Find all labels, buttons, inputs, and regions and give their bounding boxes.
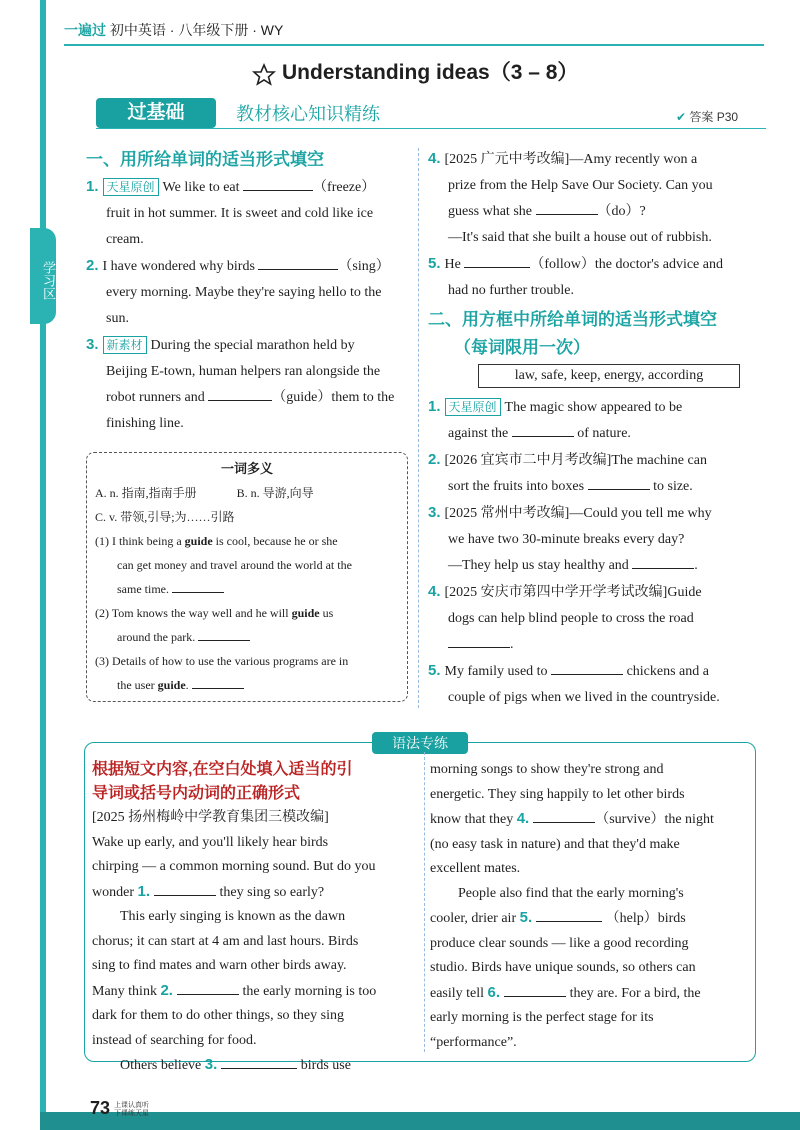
answer-blank[interactable] xyxy=(243,176,313,191)
text: We like to eat xyxy=(162,180,240,195)
answer-blank[interactable] xyxy=(588,475,650,490)
passage-line: dark for them to do other things, so they sing xyxy=(92,1008,344,1023)
banner-subtitle: 教材核心知识精练 xyxy=(236,104,380,124)
passage-line: chorus; it can start at 4 am and last hours. Birds xyxy=(92,933,359,949)
text: sun. xyxy=(106,311,129,326)
footer-note-2: 下课练天星 xyxy=(114,1110,149,1117)
banner-rule xyxy=(96,128,766,129)
passage-line: chirping — a common morning sound. But do you xyxy=(92,859,376,874)
hint: （freeze） xyxy=(313,180,376,195)
passage-line: excellent mates. xyxy=(430,861,521,876)
passage-text: （help）birds xyxy=(605,911,686,926)
passage-line: energetic. They sing happily to let other birds xyxy=(430,786,685,802)
question-r4 xyxy=(428,579,764,658)
hint: （follow）the doctor's advice and xyxy=(530,257,723,272)
text: I have wondered why birds xyxy=(102,259,255,274)
blank-number: 1. xyxy=(137,882,151,900)
meaning-b: B. n. 导游,向导 xyxy=(236,486,314,500)
text: of nature. xyxy=(577,426,631,441)
passage-text: wonder xyxy=(92,884,134,900)
answer-blank[interactable] xyxy=(172,578,224,593)
grammar-right xyxy=(430,758,748,1055)
text: [2026 宜宾市二中月考改编]The machine can xyxy=(444,453,707,468)
top-rule xyxy=(64,44,764,46)
passage-text: the early morning is too xyxy=(242,983,377,999)
text: had no further trouble. xyxy=(448,283,574,298)
question-number: 1. xyxy=(428,398,441,415)
question-5 xyxy=(428,251,764,304)
question-1 xyxy=(86,174,416,253)
question-2 xyxy=(86,253,416,332)
left-column xyxy=(86,146,416,437)
blank-number: 4. xyxy=(516,810,530,827)
text: robot runners and xyxy=(106,390,205,405)
passage-text: （survive）the night xyxy=(595,812,714,827)
text: The magic show appeared to be xyxy=(504,400,683,415)
answer-blank[interactable] xyxy=(536,907,602,922)
passage-text: Others believe xyxy=(120,1058,202,1073)
question-tag: 天星原创 xyxy=(103,178,159,196)
binding-strip xyxy=(0,0,40,1130)
passage-text: cooler, drier air xyxy=(430,911,517,926)
answer-blank[interactable] xyxy=(177,980,239,995)
question-tag: 新素材 xyxy=(103,336,147,354)
passage-line: produce clear sounds — like a good recording xyxy=(430,935,689,951)
meaning-c: C. v. 带领,引导;为……引路 xyxy=(95,510,235,524)
passage-text: know that they xyxy=(430,812,514,827)
answer-blank[interactable] xyxy=(221,1054,297,1069)
keyword: guide xyxy=(291,606,320,620)
text: every morning. Maybe they're saying hello to the xyxy=(106,285,382,300)
blank-number: 5. xyxy=(519,909,533,926)
question-number: 3. xyxy=(428,504,441,521)
text: the user xyxy=(117,678,155,692)
question-r1 xyxy=(428,394,764,447)
series: 初中英语 · 八年级下册 · WY xyxy=(109,22,284,38)
question-number: 3. xyxy=(86,336,99,353)
grammar-divider xyxy=(424,752,426,1052)
passage-line: People also find that the early morning's xyxy=(458,885,684,901)
passage-text: easily tell xyxy=(430,985,485,1001)
passage-text: Many think xyxy=(92,983,157,999)
page-number: 73 xyxy=(90,1098,111,1118)
text: couple of pigs when we lived in the countryside. xyxy=(448,690,720,705)
blank-number: 2. xyxy=(160,981,173,999)
text: (3) Details of how to use the various programs are in xyxy=(95,654,349,668)
grammar-tab: 语法专练 xyxy=(372,732,468,754)
question-number: 1. xyxy=(86,178,99,195)
question-tag: 天星原创 xyxy=(445,398,501,416)
passage-text: they are. For a bird, the xyxy=(569,985,701,1001)
text: us xyxy=(322,606,334,620)
question-r3 xyxy=(428,500,764,579)
grammar-heading: 导词或括号内动词的正确形式 xyxy=(92,785,301,802)
title-block xyxy=(252,56,578,90)
section-heading-2-note: （每词限用一次） xyxy=(454,338,590,357)
section-heading-1: 一、用所给单词的适当形式填空 xyxy=(86,150,324,169)
answer-blank[interactable] xyxy=(504,982,566,997)
brand: 一遍过 xyxy=(64,22,106,38)
polysemy-box xyxy=(86,452,408,702)
blank-number: 6. xyxy=(487,983,501,1001)
hint: （guide）them to the xyxy=(272,390,395,405)
text: finishing line. xyxy=(106,416,184,431)
question-number: 2. xyxy=(86,257,99,274)
footer-bar xyxy=(40,1112,800,1130)
passage-text: birds use xyxy=(300,1058,351,1073)
text: dogs can help blind people to cross the road xyxy=(448,611,694,626)
text: During the special marathon held by xyxy=(150,338,355,353)
hint: （sing） xyxy=(338,259,390,274)
passage-line: (no easy task in nature) and that they'd make xyxy=(430,836,680,852)
keyword: guide xyxy=(157,678,186,692)
right-column-part2 xyxy=(428,394,764,711)
question-4 xyxy=(428,146,764,251)
question-r5 xyxy=(428,658,764,711)
answer-blank[interactable] xyxy=(512,422,574,437)
text: fruit in hot summer. It is sweet and cold like ice xyxy=(106,206,374,221)
text: . xyxy=(510,637,514,652)
answer-blank[interactable] xyxy=(448,633,510,648)
passage-line: Wake up early, and you'll likely hear birds xyxy=(92,834,329,850)
text: My family used to xyxy=(444,664,548,679)
polysemy-title: 一词多义 xyxy=(220,461,273,476)
grammar-left xyxy=(92,758,414,1079)
text: around the park. xyxy=(117,630,196,644)
answer-blank[interactable] xyxy=(208,386,272,401)
answer-blank[interactable] xyxy=(533,808,595,823)
right-column xyxy=(428,146,764,362)
answer-blank[interactable] xyxy=(632,554,694,569)
section-heading-2: 二、用方框中所给单词的适当形式填空 xyxy=(428,310,717,329)
text: (2) Tom knows the way well and he will xyxy=(95,606,289,620)
text: against the xyxy=(448,426,509,441)
passage-line: sing to find mates and warn other birds away. xyxy=(92,958,347,973)
question-number: 4. xyxy=(428,583,441,600)
question-number: 2. xyxy=(428,451,441,468)
text: [2025 安庆市第四中学开学考试改编]Guide xyxy=(444,585,702,600)
answer-blank[interactable] xyxy=(258,255,338,270)
text: [2025 常州中考改编]—Could you tell me why xyxy=(444,506,712,521)
word-box: law, safe, keep, energy, according xyxy=(478,364,740,388)
page-title: Understanding ideas（3 – 8） xyxy=(282,61,579,84)
passage-text: they sing so early? xyxy=(219,884,325,900)
text: chickens and a xyxy=(626,664,709,679)
passage-line: “performance”. xyxy=(430,1034,517,1050)
answer-blank[interactable] xyxy=(551,660,623,675)
answer-blank[interactable] xyxy=(192,674,244,689)
answer-ref xyxy=(676,108,738,125)
text: —It's said that she built a house out of rubbish. xyxy=(448,230,712,245)
text: He xyxy=(444,257,461,272)
text: we have two 30-minute breaks every day? xyxy=(448,532,685,547)
answer-blank[interactable] xyxy=(464,253,530,268)
text: . xyxy=(185,678,189,692)
footer-note xyxy=(114,1102,149,1118)
text: is cool, because he or she xyxy=(215,534,338,548)
text: Beijing E-town, human helpers ran alongside the xyxy=(106,364,381,379)
binding-bar xyxy=(40,0,46,1130)
question-3 xyxy=(86,332,416,437)
question-number: 4. xyxy=(428,150,441,167)
passage-line: instead of searching for food. xyxy=(92,1032,257,1048)
section-banner: 过基础 xyxy=(96,98,216,128)
text: same time. xyxy=(117,582,169,596)
passage-line: early morning is the perfect stage for its xyxy=(430,1010,654,1025)
meaning-a: A. n. 指南,指南手册 xyxy=(95,486,197,500)
answer-text: 答案 P30 xyxy=(689,110,739,124)
answer-blank[interactable] xyxy=(198,626,250,641)
text: . xyxy=(694,558,698,573)
passage-line: morning songs to show they're strong and xyxy=(430,762,664,777)
blank-number: 3. xyxy=(204,1056,218,1073)
text: can get money and travel around the world at the xyxy=(117,558,352,572)
question-number: 5. xyxy=(428,662,441,679)
text: sort the fruits into boxes xyxy=(448,479,585,494)
passage-line: [2025 扬州梅岭中学教育集团三模改编] xyxy=(92,810,329,825)
text: (1) I think being a xyxy=(95,534,182,548)
text: cream. xyxy=(106,232,144,247)
passage-line: studio. Birds have unique sounds, so others can xyxy=(430,960,696,975)
text: [2025 广元中考改编]—Amy recently won a xyxy=(444,152,698,167)
passage-line: This early singing is known as the dawn xyxy=(120,909,346,924)
brand-line xyxy=(64,20,283,40)
check-icon: ✔ xyxy=(676,110,687,124)
question-number: 5. xyxy=(428,255,441,272)
text: prize from the Help Save Our Society. Can you xyxy=(448,178,713,193)
star-icon xyxy=(252,63,276,87)
question-r2 xyxy=(428,447,764,500)
side-tab: 学习区 xyxy=(30,228,56,324)
grammar-heading: 根据短文内容,在空白处填入适当的引 xyxy=(92,761,353,778)
text: to size. xyxy=(653,479,693,494)
column-divider xyxy=(418,148,420,708)
text: guess what she xyxy=(448,204,532,219)
footer-note-1: 上课认真听 xyxy=(114,1102,149,1109)
hint: （do）? xyxy=(597,204,646,219)
keyword: guide xyxy=(184,534,213,548)
answer-blank[interactable] xyxy=(154,881,216,896)
answer-blank[interactable] xyxy=(536,200,598,215)
text: —They help us stay healthy and xyxy=(448,558,629,573)
